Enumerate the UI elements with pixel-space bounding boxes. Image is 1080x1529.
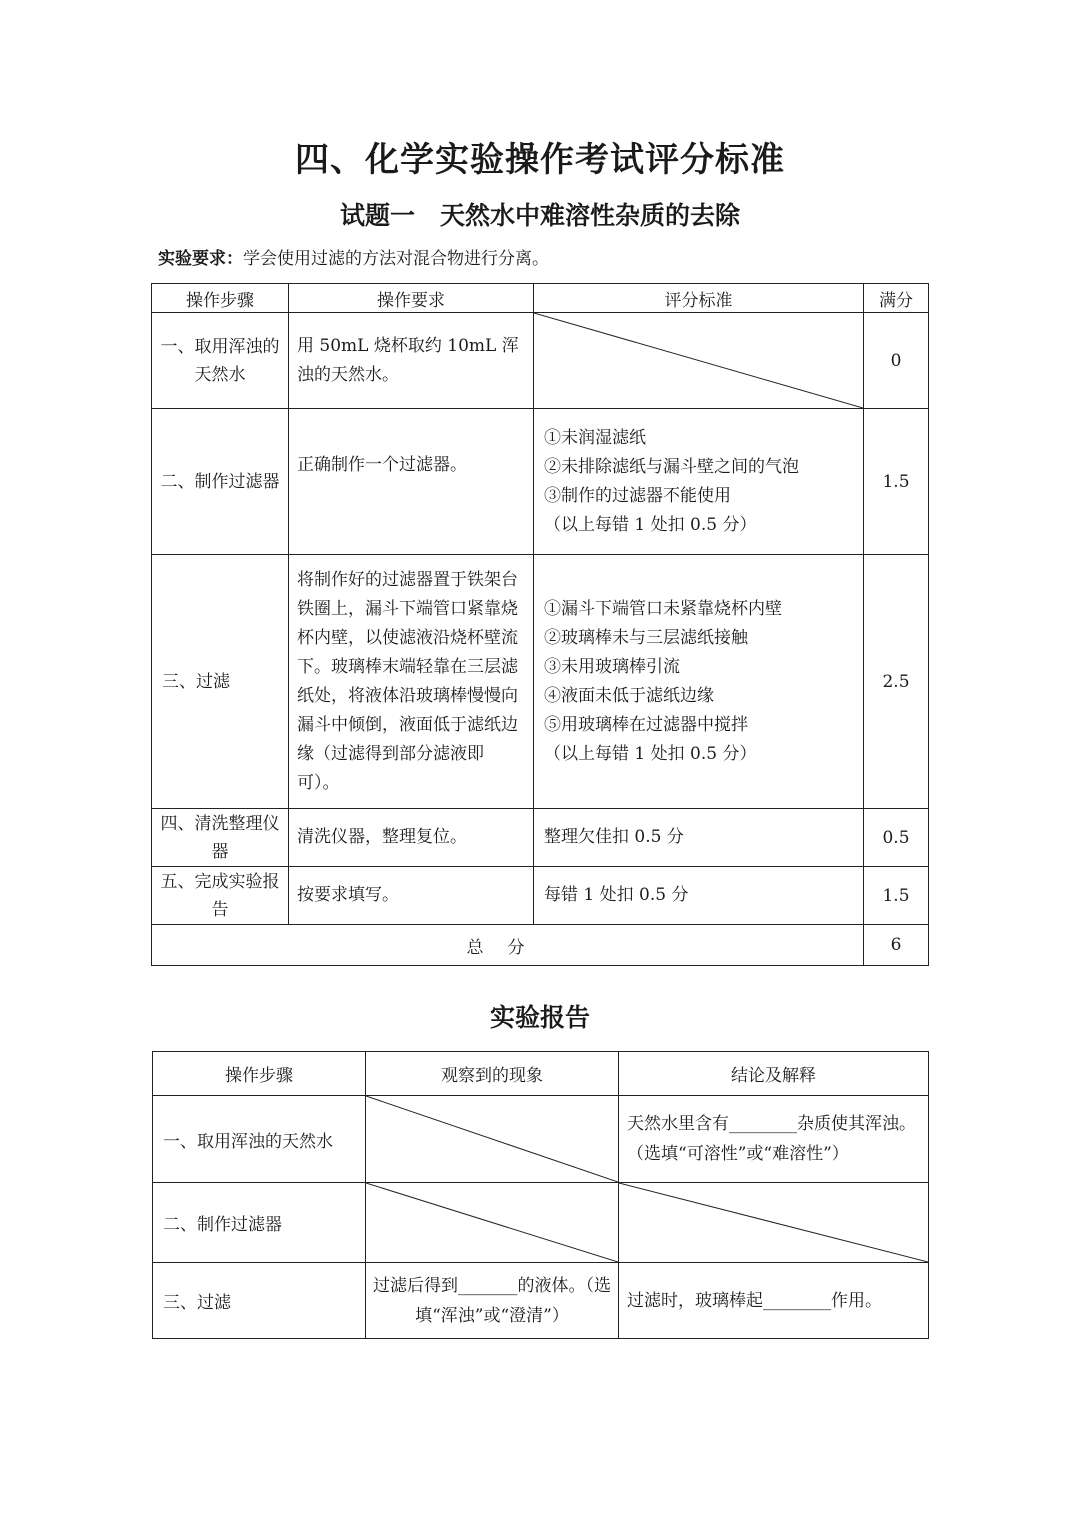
diagonal-empty-cell — [619, 1183, 929, 1263]
report-header-conclusion: 结论及解释 — [619, 1052, 929, 1096]
diagonal-empty-cell — [366, 1183, 619, 1263]
requirement-label: 实验要求： — [158, 249, 243, 269]
table-row — [152, 867, 929, 925]
criteria-item: ②玻璃棒未与三层滤纸接触 — [544, 627, 748, 648]
diagonal-line — [534, 313, 863, 408]
step-cell: 一、取用浑浊的天然水 — [152, 313, 289, 409]
total-row — [152, 925, 929, 966]
exam-subtitle: 试题一 天然水中难溶性杂质的去除 — [339, 201, 740, 230]
criteria-item: ③未用玻璃棒引流 — [544, 656, 680, 677]
header-requirement: 操作要求 — [289, 284, 534, 313]
report-phenomenon-cell: 过滤后得到_______的液体。（选填“浑浊”或“澄清”） — [366, 1263, 619, 1339]
report-header-phenomenon: 观察到的现象 — [366, 1052, 619, 1096]
criteria-item: ⑤用玻璃棒在过滤器中搅拌 — [544, 714, 748, 735]
step-cell: 二、制作过滤器 — [152, 409, 289, 555]
diagonal-empty-cell — [366, 1096, 619, 1183]
diagonal-empty-cell — [534, 313, 864, 409]
requirement-cell: 清洗仪器，整理复位。 — [289, 809, 534, 867]
criteria-item: ①漏斗下端管口未紧靠烧杯内壁 — [544, 598, 782, 619]
scoring-table — [151, 283, 929, 966]
criteria-cell — [534, 409, 864, 555]
requirement-cell: 用 50mL 烧杯取约 10mL 浑浊的天然水。 — [289, 313, 534, 409]
step-cell: 五、完成实验报告 — [152, 867, 289, 925]
table-row — [152, 313, 929, 409]
criteria-item: ①未润湿滤纸 — [544, 427, 646, 448]
report-step-cell: 三、过滤 — [153, 1263, 366, 1339]
requirement-cell: 将制作好的过滤器置于铁架台铁圈上，漏斗下端管口紧靠烧杯内壁，以使滤液沿烧杯壁流下。玻璃棒末端轻靠在三层滤纸处，将液体沿玻璃棒慢慢向漏斗中倾倒，液面低于滤纸边缘（过滤得到部分滤液即可）。 — [289, 555, 534, 809]
score-cell: 2.5 — [864, 555, 929, 809]
score-cell: 1.5 — [864, 867, 929, 925]
criteria-item: （以上每错 1 处扣 0.5 分） — [544, 743, 757, 764]
criteria-item: 每错 1 处扣 0.5 分 — [544, 885, 689, 905]
report-conclusion-cell: 天然水里含有________杂质使其浑浊。（选填“可溶性”或“难溶性”） — [619, 1096, 929, 1183]
diagonal-line — [366, 1096, 618, 1182]
total-score: 6 — [864, 925, 929, 966]
score-cell: 1.5 — [864, 409, 929, 555]
criteria-cell — [534, 867, 864, 925]
criteria-item: ③制作的过滤器不能使用 — [544, 485, 731, 506]
report-header-row — [153, 1052, 929, 1096]
criteria-cell — [534, 555, 864, 809]
table-row — [152, 809, 929, 867]
criteria-item: （以上每错 1 处扣 0.5 分） — [544, 514, 757, 535]
criteria-item: ④液面未低于滤纸边缘 — [544, 685, 714, 706]
report-table — [152, 1051, 929, 1339]
header-criteria: 评分标准 — [534, 284, 864, 313]
score-cell: 0.5 — [864, 809, 929, 867]
step-cell: 三、过滤 — [152, 555, 289, 809]
criteria-cell — [534, 809, 864, 867]
report-step-cell: 一、取用浑浊的天然水 — [153, 1096, 366, 1183]
diagonal-line — [619, 1183, 928, 1262]
table-row — [153, 1183, 929, 1263]
scoring-header-row — [152, 284, 929, 313]
requirement-cell: 正确制作一个过滤器。 — [289, 409, 534, 555]
diagonal-line — [366, 1183, 618, 1262]
score-cell: 0 — [864, 313, 929, 409]
page-title: 四、化学实验操作考试评分标准 — [295, 140, 785, 180]
table-row — [152, 409, 929, 555]
table-row — [152, 555, 929, 809]
experiment-requirement — [158, 244, 549, 269]
step-cell: 四、清洗整理仪器 — [152, 809, 289, 867]
requirement-text: 学会使用过滤的方法对混合物进行分离。 — [243, 249, 549, 269]
table-row — [153, 1263, 929, 1339]
report-step-cell: 二、制作过滤器 — [153, 1183, 366, 1263]
total-label: 总分 — [152, 925, 864, 966]
criteria-item: 整理欠佳扣 0.5 分 — [544, 827, 684, 847]
criteria-item: ②未排除滤纸与漏斗壁之间的气泡 — [544, 456, 799, 477]
header-step: 操作步骤 — [152, 284, 289, 313]
report-header-step: 操作步骤 — [153, 1052, 366, 1096]
header-score: 满分 — [864, 284, 929, 313]
requirement-cell: 按要求填写。 — [289, 867, 534, 925]
report-conclusion-cell: 过滤时，玻璃棒起________作用。 — [619, 1263, 929, 1339]
table-row — [153, 1096, 929, 1183]
report-title: 实验报告 — [489, 1003, 590, 1032]
